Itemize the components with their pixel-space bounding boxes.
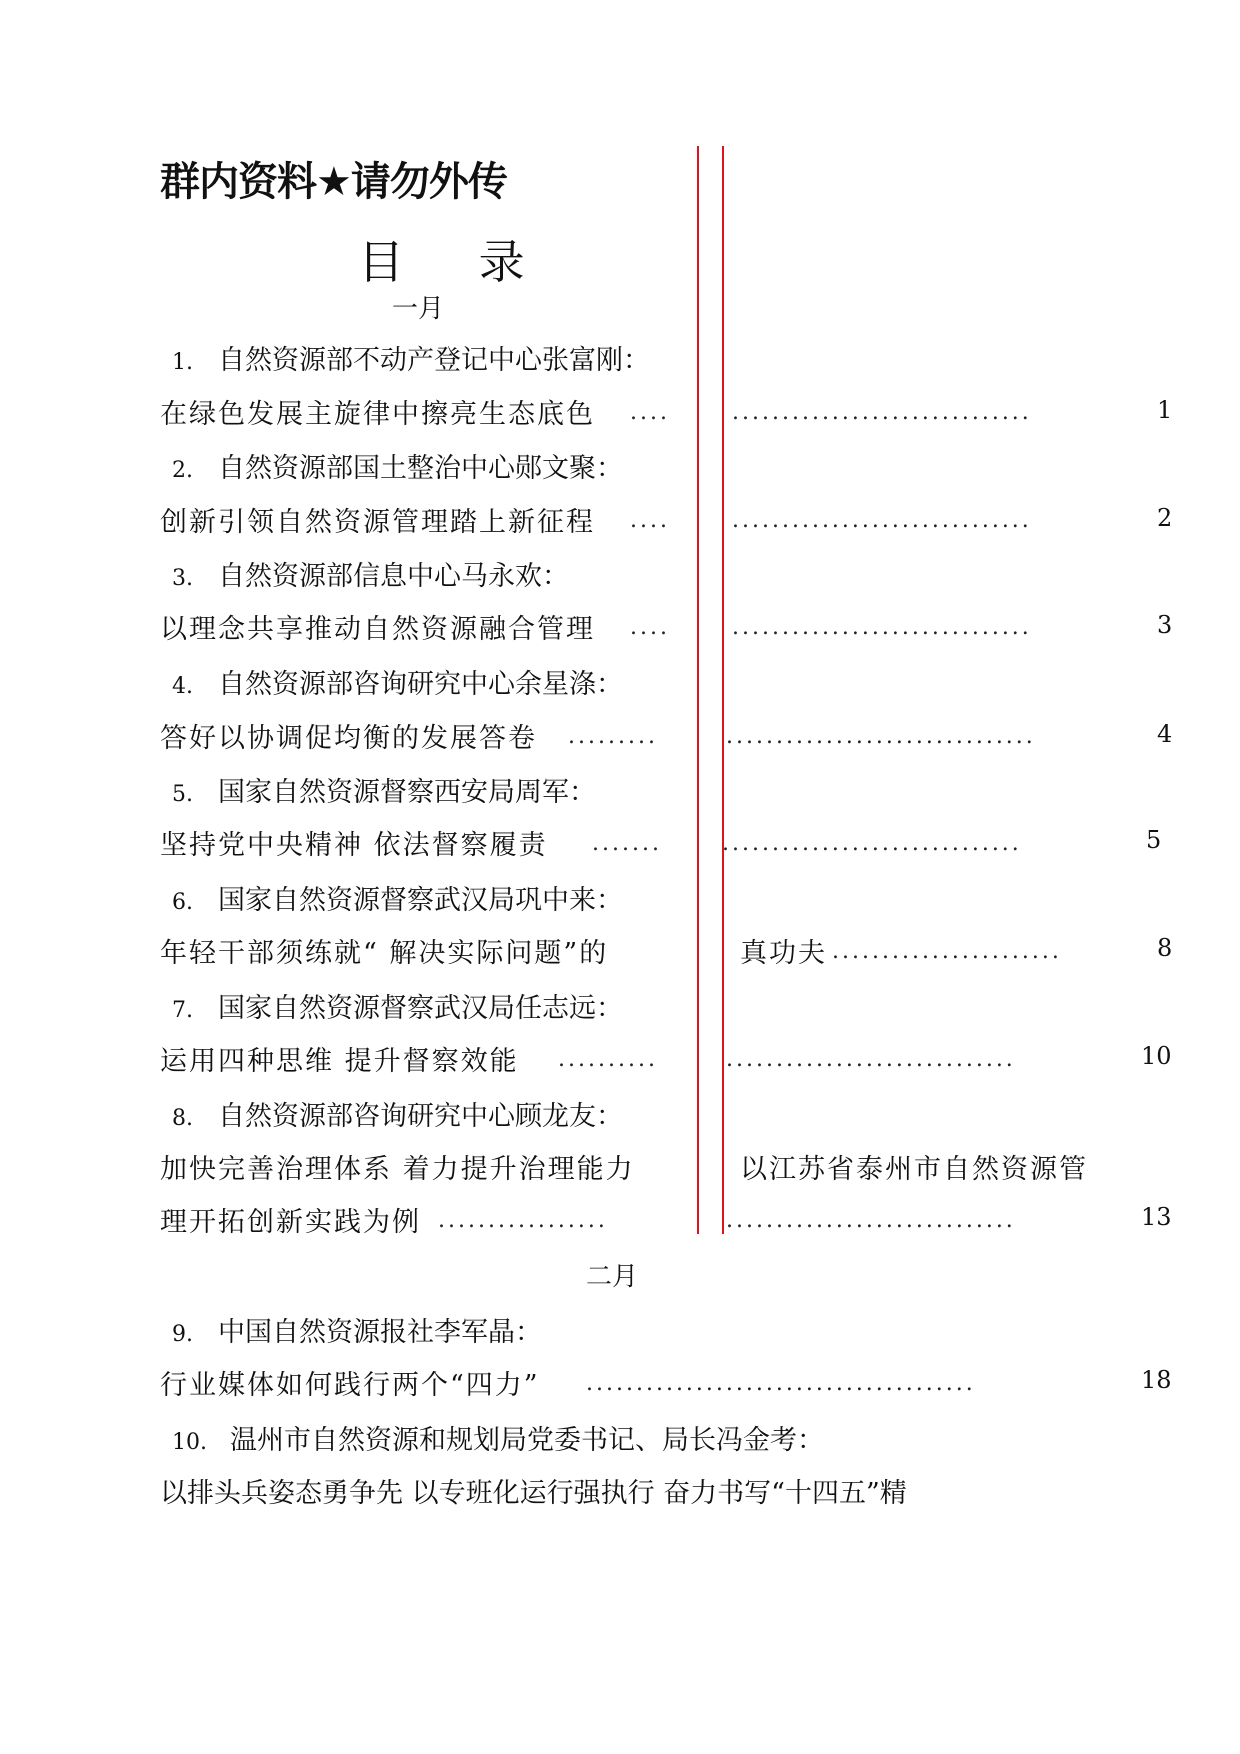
entry-author: 中国自然资源报社李军晶： xyxy=(218,1317,542,1348)
toc-entry-title[interactable]: 加快完善治理体系 着力提升治理能力 xyxy=(160,1154,635,1185)
dot-leader: .............................. xyxy=(722,831,1022,856)
toc-entry-heading xyxy=(172,1418,824,1457)
entry-author: 自然资源部咨询研究中心顾龙友： xyxy=(218,1101,623,1132)
page-number: 18 xyxy=(1141,1366,1172,1394)
entry-number: 10. xyxy=(172,1430,207,1455)
red-vertical-rule-right xyxy=(722,146,724,1234)
dot-leader: .............................. xyxy=(732,400,1032,425)
page-number: 1 xyxy=(1157,396,1173,424)
toc-entry-title[interactable]: 坚持党中央精神 依法督察履责 xyxy=(160,830,548,861)
entry-author: 自然资源部咨询研究中心余星涤： xyxy=(218,669,623,700)
dot-leader: ............................. xyxy=(726,1047,1016,1072)
dot-leader: .... xyxy=(630,615,670,640)
toc-entry-title[interactable]: 行业媒体如何践行两个“四力” xyxy=(160,1370,540,1401)
dot-leader: .............................. xyxy=(732,615,1032,640)
month-heading-february: 二月 xyxy=(586,1262,639,1292)
toc-entry-title[interactable]: 创新引领自然资源管理踏上新征程 xyxy=(160,507,595,538)
toc-entry-title[interactable]: 答好以协调促均衡的发展答卷 xyxy=(160,723,537,754)
dot-leader: ......... xyxy=(568,724,658,749)
dot-leader: ....................... xyxy=(832,939,1062,964)
red-vertical-rule-left xyxy=(697,146,699,1234)
dot-leader: ............................. xyxy=(726,1208,1016,1233)
entry-number: 2. xyxy=(172,458,193,483)
toc-entry-heading xyxy=(172,338,650,377)
toc-entry-title[interactable]: 以理念共享推动自然资源融合管理 xyxy=(160,614,595,645)
entry-number: 3. xyxy=(172,566,193,591)
entry-author: 国家自然资源督察武汉局任志远： xyxy=(218,993,623,1024)
entry-number: 1. xyxy=(172,350,193,375)
entry-author: 国家自然资源督察武汉局巩中来： xyxy=(218,885,623,916)
entry-author: 自然资源部不动产登记中心张富刚： xyxy=(218,345,650,376)
page-number: 5 xyxy=(1146,826,1162,854)
entry-number: 4. xyxy=(172,674,193,699)
toc-entry-heading xyxy=(172,1094,623,1133)
toc-entry-title-line2[interactable]: 理开拓创新实践为例 xyxy=(160,1207,421,1238)
toc-entry-title[interactable]: 以排头兵姿态勇争先 以专班化运行强执行 奋力书写“十四五”精 xyxy=(160,1478,907,1509)
toc-entry-title-continued[interactable]: 真功夫 xyxy=(740,938,827,969)
toc-entry-heading xyxy=(172,770,596,809)
entry-number: 7. xyxy=(172,998,193,1023)
page-number: 8 xyxy=(1157,934,1173,962)
month-heading-january: 一月 xyxy=(392,294,445,324)
dot-leader: .......... xyxy=(558,1047,658,1072)
entry-number: 9. xyxy=(172,1322,193,1347)
dot-leader: ............................... xyxy=(726,724,1036,749)
entry-number: 5. xyxy=(172,782,193,807)
toc-entry-heading xyxy=(172,1310,542,1349)
entry-author: 自然资源部信息中心马永欢： xyxy=(218,561,569,592)
entry-author: 国家自然资源督察西安局周军： xyxy=(218,777,596,808)
dot-leader: .............................. xyxy=(732,508,1032,533)
page-number: 13 xyxy=(1141,1203,1172,1231)
dot-leader: ....................................... xyxy=(586,1371,976,1396)
entry-number: 8. xyxy=(172,1106,193,1131)
toc-entry-heading xyxy=(172,554,569,593)
toc-entry-heading xyxy=(172,986,623,1025)
page-number: 4 xyxy=(1157,720,1173,748)
entry-author: 温州市自然资源和规划局党委书记、局长冯金考： xyxy=(230,1425,824,1456)
dot-leader: .... xyxy=(630,508,670,533)
toc-entry-heading xyxy=(172,446,623,485)
dot-leader: ....... xyxy=(592,831,662,856)
toc-title: 目 录 xyxy=(358,235,555,289)
toc-entry-heading xyxy=(172,662,623,701)
entry-number: 6. xyxy=(172,890,193,915)
page-number: 10 xyxy=(1141,1042,1172,1070)
toc-entry-heading xyxy=(172,878,623,917)
toc-entry-title[interactable]: 年轻干部须练就“ 解决实际问题”的 xyxy=(160,938,609,969)
page-number: 2 xyxy=(1157,504,1173,532)
dot-leader: .... xyxy=(630,400,670,425)
toc-entry-title[interactable]: 在绿色发展主旋律中擦亮生态底色 xyxy=(160,399,595,430)
dot-leader: ................. xyxy=(438,1208,608,1233)
page-number: 3 xyxy=(1157,611,1173,639)
entry-author: 自然资源部国土整治中心郧文聚： xyxy=(218,453,623,484)
toc-entry-title[interactable]: 运用四种思维 提升督察效能 xyxy=(160,1046,519,1077)
toc-entry-title-continued[interactable]: 以江苏省泰州市自然资源管 xyxy=(740,1154,1088,1185)
confidential-notice: 群内资料★请勿外传 xyxy=(160,159,507,205)
